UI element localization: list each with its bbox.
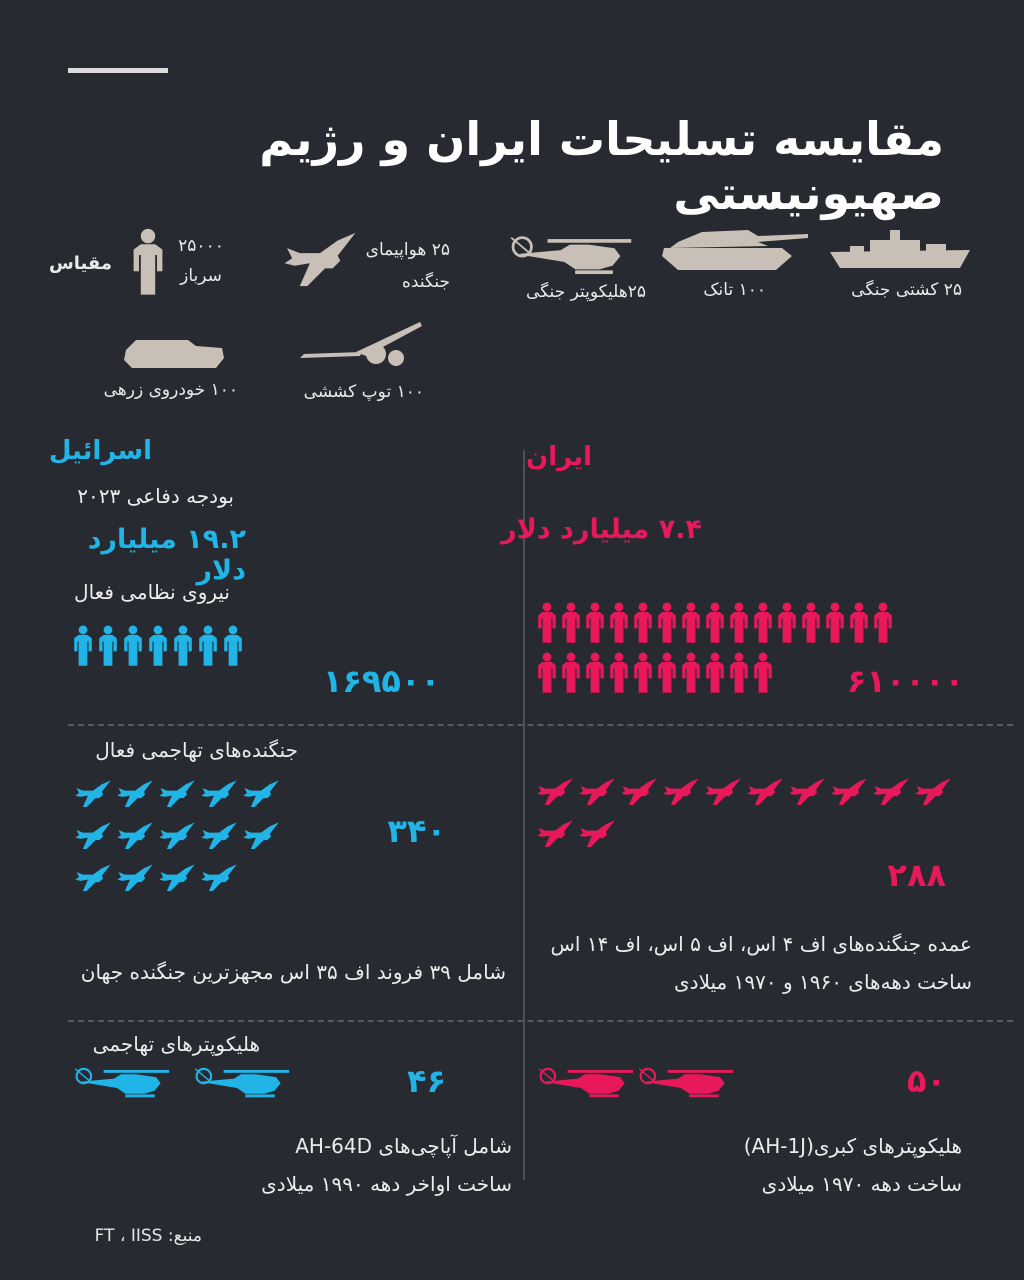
israel-heli-note2: ساخت اواخر دهه ۱۹۹۰ میلادی	[261, 1172, 512, 1196]
fighter-jet-icon	[830, 774, 868, 812]
scale-jets-line1: ۲۵ هواپیمای	[365, 240, 450, 260]
fighter-jet-icon	[242, 776, 280, 814]
israel-name: اسرائیل	[48, 436, 152, 466]
warship-icon	[830, 226, 970, 270]
israel-personnel: ۱۶۹۵۰۰	[322, 662, 440, 700]
towed-artillery-icon	[300, 318, 424, 368]
soldier-icon	[222, 622, 244, 672]
soldier-icon	[848, 600, 870, 648]
soldier-icon	[680, 600, 702, 648]
fighter-jet-icon	[242, 818, 280, 856]
israel-jets: ۳۴۰	[387, 812, 446, 850]
fighter-jet-icon	[872, 774, 910, 812]
iran-budget: ۷.۴ میلیارد دلار	[501, 514, 702, 545]
fighter-jet-icon	[74, 818, 112, 856]
fighter-jet-icon	[536, 774, 574, 812]
top-accent-bar	[68, 68, 168, 73]
soldier-icon	[584, 600, 606, 648]
soldier-icon	[608, 600, 630, 648]
scale-label: مقیاس	[48, 253, 112, 274]
iran-jets-note2: ساخت دهه‌های ۱۹۶۰ و ۱۹۷۰ میلادی	[674, 970, 972, 994]
soldier-icon	[147, 622, 169, 672]
scale-jets-line2: جنگنده	[402, 272, 450, 292]
iran-jets: ۲۸۸	[887, 856, 946, 894]
fighter-jet-icon	[158, 776, 196, 814]
israel-personnel-icons	[72, 622, 252, 674]
tank-icon	[658, 222, 810, 272]
scale-helicopters-text: ۲۵هلیکوپتر جنگی	[526, 282, 646, 302]
fighter-jet-icon	[158, 818, 196, 856]
israel-jets-label: جنگنده‌های تهاجمی فعال	[95, 738, 298, 762]
soldier-icon	[704, 650, 726, 698]
soldier-icon	[680, 650, 702, 698]
armored-vehicle-icon	[122, 336, 226, 370]
soldier-icon	[560, 650, 582, 698]
fighter-jet-icon	[536, 816, 574, 854]
israel-budget-label: بودجه دفاعی ۲۰۲۳	[77, 484, 234, 508]
soldier-icon	[72, 622, 94, 672]
scale-apc-text: ۱۰۰ خودروی زرهی	[103, 380, 238, 400]
iran-heli: ۵۰	[906, 1062, 946, 1100]
page-title: مقایسه تسلیحات ایران و رژیم صهیونیستی	[259, 112, 944, 220]
soldier-icon	[197, 622, 219, 672]
israel-heli-icons	[72, 1066, 312, 1106]
fighter-jet-icon	[620, 774, 658, 812]
fighter-jet-icon	[282, 228, 358, 296]
fighter-jet-icon	[74, 776, 112, 814]
soldier-icon	[752, 650, 774, 698]
israel-personnel-label: نیروی نظامی فعال	[74, 580, 230, 604]
helicopter-icon	[508, 234, 634, 280]
soldier-icon	[632, 600, 654, 648]
iran-heli-note1: هلیکوپترهای کبری(AH-1J)	[743, 1134, 962, 1158]
helicopter-icon	[192, 1066, 292, 1102]
fighter-jet-icon	[116, 776, 154, 814]
section-divider-2	[68, 1020, 1013, 1022]
source-note: منبع: FT ، IISS	[94, 1226, 202, 1246]
soldier-icon	[130, 228, 166, 300]
iran-heli-icons	[536, 1066, 776, 1106]
scale-tanks-text: ۱۰۰ تانک	[703, 280, 766, 300]
fighter-jet-icon	[704, 774, 742, 812]
scale-artillery-text: ۱۰۰ توپ کششی	[303, 382, 424, 402]
israel-heli-label: هلیکوپترهای تهاجمی	[92, 1032, 260, 1056]
soldier-icon	[97, 622, 119, 672]
scale-ships-text: ۲۵ کشتی جنگی	[851, 280, 962, 300]
soldier-icon	[536, 650, 558, 698]
iran-personnel: ۶۱۰۰۰۰	[846, 662, 964, 700]
fighter-jet-icon	[578, 816, 616, 854]
fighter-jet-icon	[116, 818, 154, 856]
soldier-icon	[656, 600, 678, 648]
soldier-icon	[776, 600, 798, 648]
soldier-icon	[728, 600, 750, 648]
fighter-jet-icon	[578, 774, 616, 812]
israel-heli-note1: شامل آپاچی‌های AH-64D	[295, 1134, 512, 1158]
fighter-jet-icon	[158, 860, 196, 898]
israel-heli: ۴۶	[406, 1062, 446, 1100]
soldier-icon	[536, 600, 558, 648]
soldier-icon	[584, 650, 606, 698]
helicopter-icon	[636, 1066, 736, 1102]
soldier-icon	[172, 622, 194, 672]
soldier-icon	[824, 600, 846, 648]
fighter-jet-icon	[914, 774, 952, 812]
israel-jets-icons	[74, 776, 294, 936]
fighter-jet-icon	[662, 774, 700, 812]
soldier-icon	[800, 600, 822, 648]
iran-jets-note1: عمده جنگنده‌های اف ۴ اس، اف ۵ اس، اف ۱۴ اس	[550, 932, 972, 956]
soldier-icon	[728, 650, 750, 698]
soldier-icon	[656, 650, 678, 698]
soldier-icon	[752, 600, 774, 648]
soldier-icon	[608, 650, 630, 698]
soldier-icon	[122, 622, 144, 672]
helicopter-icon	[536, 1066, 636, 1102]
helicopter-icon	[72, 1066, 172, 1102]
soldier-icon	[872, 600, 894, 648]
soldier-icon	[560, 600, 582, 648]
fighter-jet-icon	[200, 818, 238, 856]
fighter-jet-icon	[116, 860, 154, 898]
soldier-icon	[632, 650, 654, 698]
fighter-jet-icon	[74, 860, 112, 898]
fighter-jet-icon	[200, 776, 238, 814]
israel-budget: ۱۹.۲ میلیارد دلار	[87, 524, 246, 586]
israel-jets-note: شامل ۳۹ فروند اف ۳۵ اس مجهزترین جنگنده جهان	[80, 960, 506, 984]
fighter-jet-icon	[746, 774, 784, 812]
fighter-jet-icon	[788, 774, 826, 812]
center-divider	[523, 450, 525, 1180]
soldier-icon	[704, 600, 726, 648]
section-divider-1	[68, 724, 1013, 726]
scale-soldiers-count: ۲۵۰۰۰	[178, 236, 224, 256]
scale-soldiers-text: سرباز	[180, 266, 222, 286]
fighter-jet-icon	[200, 860, 238, 898]
iran-name: ایران	[526, 442, 592, 472]
iran-heli-note2: ساخت دهه ۱۹۷۰ میلادی	[761, 1172, 962, 1196]
